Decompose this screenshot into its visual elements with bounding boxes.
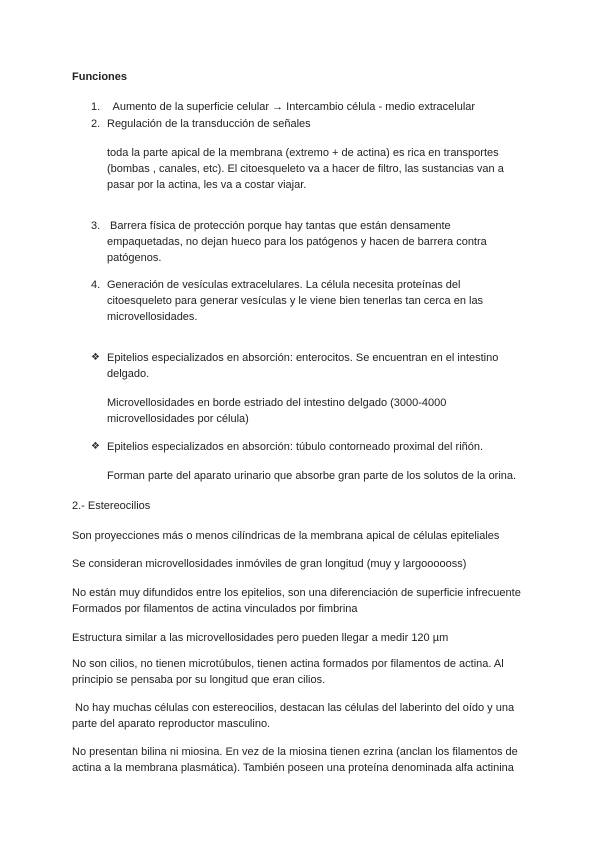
item2-note-line: (bombas , canales, etc). El citoesqueleto va a hacer de filtro, las sustancias van a — [107, 163, 504, 175]
paragraph-line: Son proyecciones más o menos cilíndricas de la membrana apical de células epiteliales — [72, 530, 500, 542]
paragraph-line: No hay muchas células con estereocilios, destacan las células del laberinto del oído y una — [72, 702, 515, 714]
paragraph-line: Se consideran microvellosidades inmóviles de gran longitud (muy y largoooooss) — [72, 558, 467, 570]
list-number-4: 4. — [91, 279, 101, 291]
list-item-4-line: microvellosidades. — [107, 311, 198, 323]
list-item-4-line: Generación de vesículas extracelulares. La célula necesita proteínas del — [107, 279, 461, 291]
paragraph-line: No presentan bilina ni miosina. En vez de la miosina tienen ezrina (anclan los filamentos de — [72, 746, 518, 758]
list-item-2: Regulación de la transducción de señales — [107, 118, 311, 130]
section-title-estereocilios: 2.- Estereocilios — [72, 500, 151, 512]
paragraph-line: principio se pensaba por su longitud que eran cilios. — [72, 674, 326, 686]
list-item-3-line: Barrera física de protección porque hay tantas que están densamente — [107, 220, 451, 232]
diamond-bullet-icon: ❖ — [91, 352, 100, 363]
list-number-2: 2. — [91, 118, 101, 130]
bullet-item-2-note: Forman parte del aparato urinario que absorbe gran parte de los solutos de la orina. — [107, 470, 517, 482]
paragraph-line: Formados por filamentos de actina vinculados por fimbrina — [72, 603, 358, 615]
paragraph-line: No son cilios, no tienen microtúbulos, tienen actina formados por filamentos de actina. Al — [72, 658, 504, 670]
paragraph-line: Estructura similar a las microvellosidades pero pueden llegar a medir 120 µm — [72, 632, 449, 644]
paragraph-line: actina a la membrana plasmática). También poseen una proteína denominada alfa actinina — [72, 762, 514, 774]
paragraph-line: No están muy difundidos entre los epitelios, son una diferenciación de superficie infrecuente — [72, 587, 521, 599]
diamond-bullet-icon: ❖ — [91, 441, 100, 452]
heading-funciones: Funciones — [72, 71, 128, 83]
paragraph-line: parte del aparato reproductor masculino. — [72, 718, 271, 730]
list-number-3: 3. — [91, 220, 101, 232]
item2-note-line: toda la parte apical de la membrana (extremo + de actina) es rica en transportes — [107, 147, 499, 159]
list-item-1: Aumento de la superficie celular → Intercambio célula - medio extracelular — [107, 101, 476, 113]
list-item-3-line: empaquetadas, no dejan hueco para los patógenos y hacen de barrera contra — [107, 236, 487, 248]
bullet-item-1-note: microvellosidades por célula) — [107, 413, 249, 425]
bullet-item-1-line: Epitelios especializados en absorción: enterocitos. Se encuentran en el intestino — [107, 352, 499, 364]
bullet-item-1-line: delgado. — [107, 368, 150, 380]
bullet-item-1-note: Microvellosidades en borde estriado del intestino delgado (3000-4000 — [107, 397, 447, 409]
list-item-3-line: patógenos. — [107, 252, 162, 264]
list-item-4-line: citoesqueleto para generar vesículas y le viene bien tenerlas tan cerca en las — [107, 295, 484, 307]
list-number-1: 1. — [91, 101, 101, 113]
item2-note-line: pasar por la actina, les va a costar viajar. — [107, 179, 307, 191]
bullet-item-2-line: Epitelios especializados en absorción: túbulo contorneado proximal del riñón. — [107, 441, 484, 453]
